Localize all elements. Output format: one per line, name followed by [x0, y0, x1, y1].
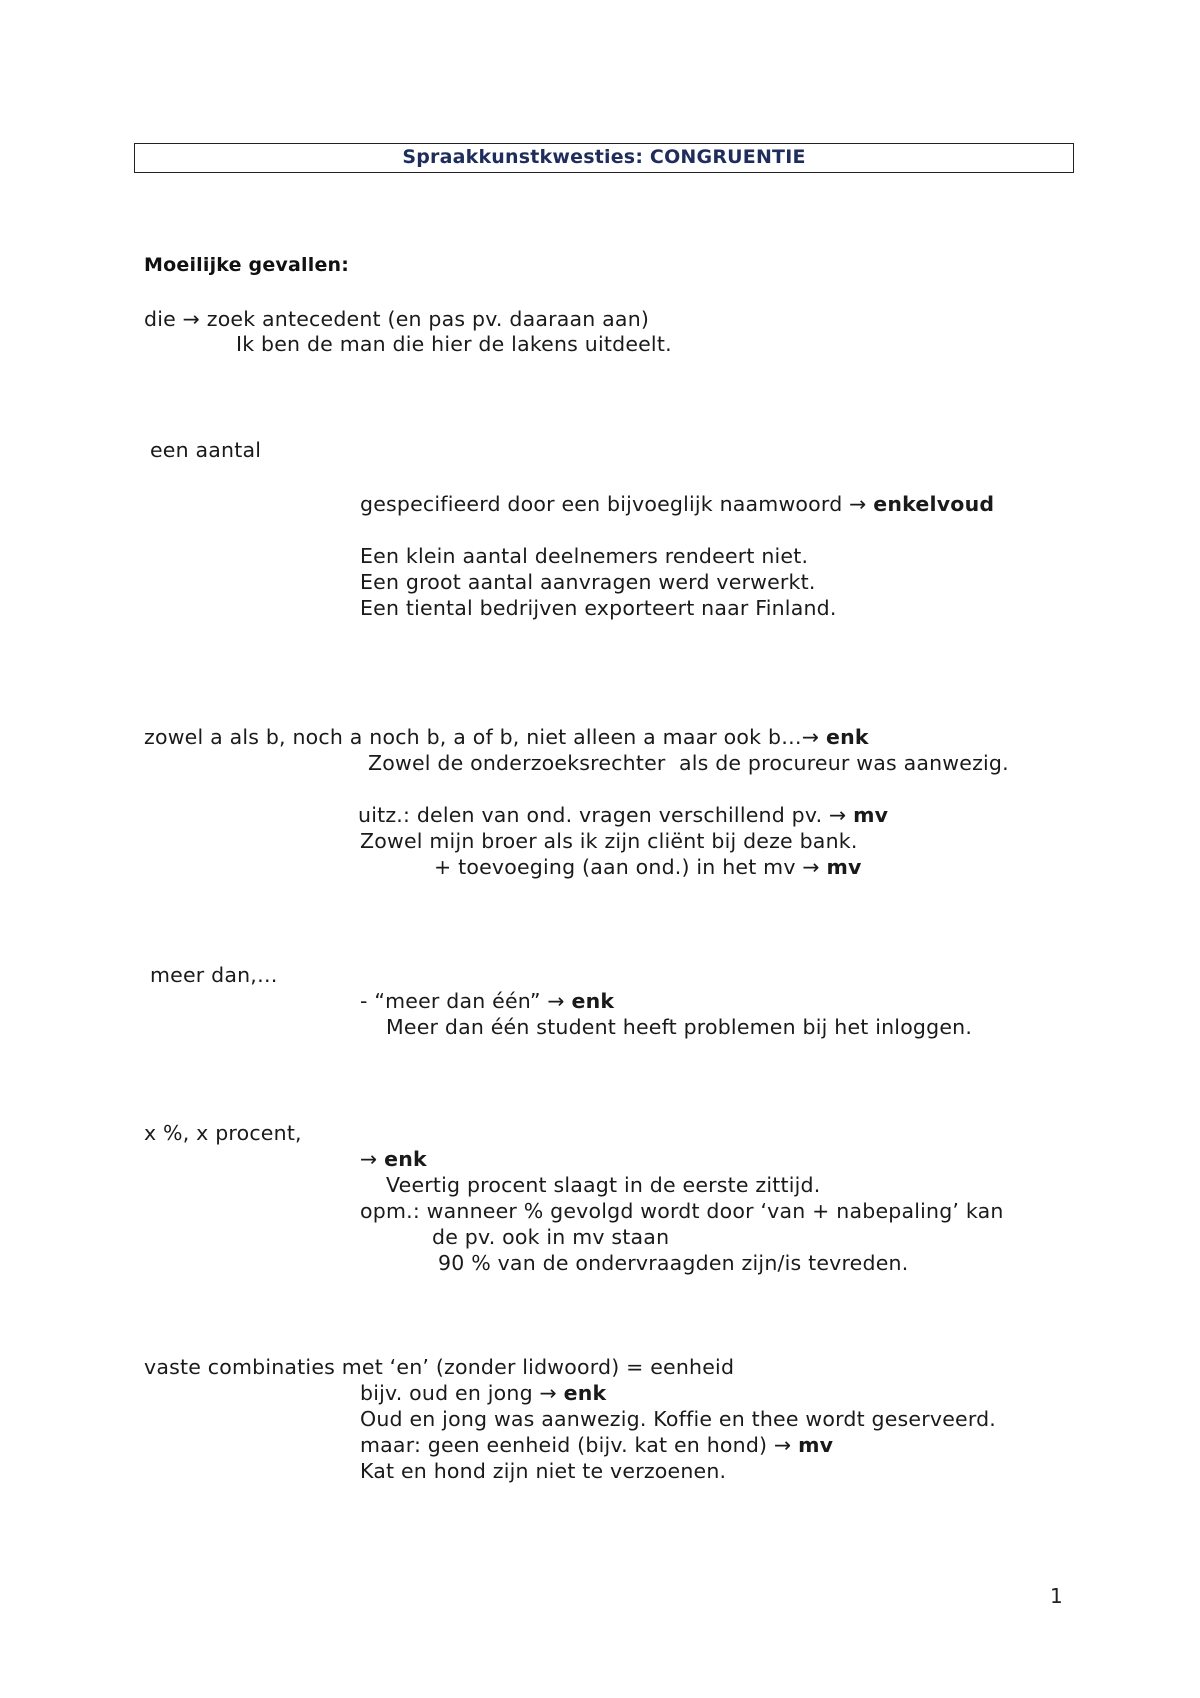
combinaties-contrast-example: Kat en hond zijn niet te verzoenen. [360, 1459, 727, 1483]
combinaties-label: vaste combinaties met ‘en’ (zonder lidwoord) = eenheid [144, 1355, 735, 1379]
procent-label: x %, x procent, [144, 1121, 302, 1145]
combinaties-contrast-result: mv [798, 1433, 834, 1457]
document-title: Spraakkunstkwesties: CONGRUENTIE [134, 143, 1074, 173]
aantal-rule [360, 491, 994, 517]
aantal-rule-result: enkelvoud [873, 492, 995, 516]
zowel-rule [144, 724, 869, 750]
procent-example: Veertig procent slaagt in de eerste zittijd. [386, 1173, 821, 1197]
meer-dan-label: meer dan,… [150, 963, 278, 987]
combinaties-contrast-text: maar: geen eenheid (bijv. kat en hond) → [360, 1433, 799, 1457]
meer-dan-rule [360, 988, 614, 1014]
aantal-example-1: Een klein aantal deelnemers rendeert niet. [360, 544, 809, 568]
combinaties-rule-text: bijv. oud en jong → [360, 1381, 564, 1405]
combinaties-contrast [360, 1432, 833, 1458]
procent-note-line-2: de pv. ook in mv staan [432, 1225, 670, 1249]
procent-note-example: 90 % van de ondervraagden zijn/is tevreden. [438, 1251, 909, 1275]
zowel-exception-example: Zowel mijn broer als ik zijn cliënt bij deze bank. [360, 829, 858, 853]
aantal-example-2: Een groot aantal aanvragen werd verwerkt. [360, 570, 816, 594]
aantal-label: een aantal [150, 438, 262, 462]
zowel-addition [434, 854, 862, 880]
zowel-addition-text: + toevoeging (aan ond.) in het mv → [434, 855, 827, 879]
zowel-rule-result: enk [825, 725, 869, 749]
die-rule: die → zoek antecedent (en pas pv. daaraan aan) [144, 307, 650, 331]
procent-rule-arrow: → [360, 1147, 385, 1171]
combinaties-example: Oud en jong was aanwezig. Koffie en thee wordt geserveerd. [360, 1407, 997, 1431]
page-number: 1 [1050, 1584, 1063, 1608]
section-heading: Moeilijke gevallen: [144, 254, 350, 276]
meer-dan-rule-result: enk [571, 989, 615, 1013]
procent-rule-result: enk [384, 1147, 427, 1171]
zowel-addition-result: mv [826, 855, 862, 879]
aantal-rule-text: gespecifieerd door een bijvoeglijk naamwoord → [360, 492, 874, 516]
combinaties-rule-result: enk [563, 1381, 607, 1405]
zowel-exception [358, 802, 888, 828]
zowel-example: Zowel de onderzoeksrechter als de procureur was aanwezig. [368, 751, 1009, 775]
zowel-exception-result: mv [853, 803, 889, 827]
aantal-example-3: Een tiental bedrijven exporteert naar Finland. [360, 596, 837, 620]
zowel-exception-text: uitz.: delen van ond. vragen verschillend pv. → [358, 803, 854, 827]
procent-note-line-1: opm.: wanneer % gevolgd wordt door ‘van + nabepaling’ kan [360, 1199, 1004, 1223]
meer-dan-example: Meer dan één student heeft problemen bij het inloggen. [386, 1015, 973, 1039]
meer-dan-rule-text: - “meer dan één” → [360, 989, 572, 1013]
die-example: Ik ben de man die hier de lakens uitdeelt. [236, 332, 672, 356]
combinaties-rule [360, 1380, 606, 1406]
procent-rule [360, 1146, 427, 1172]
zowel-rule-text: zowel a als b, noch a noch b, a of b, niet alleen a maar ook b…→ [144, 725, 826, 749]
